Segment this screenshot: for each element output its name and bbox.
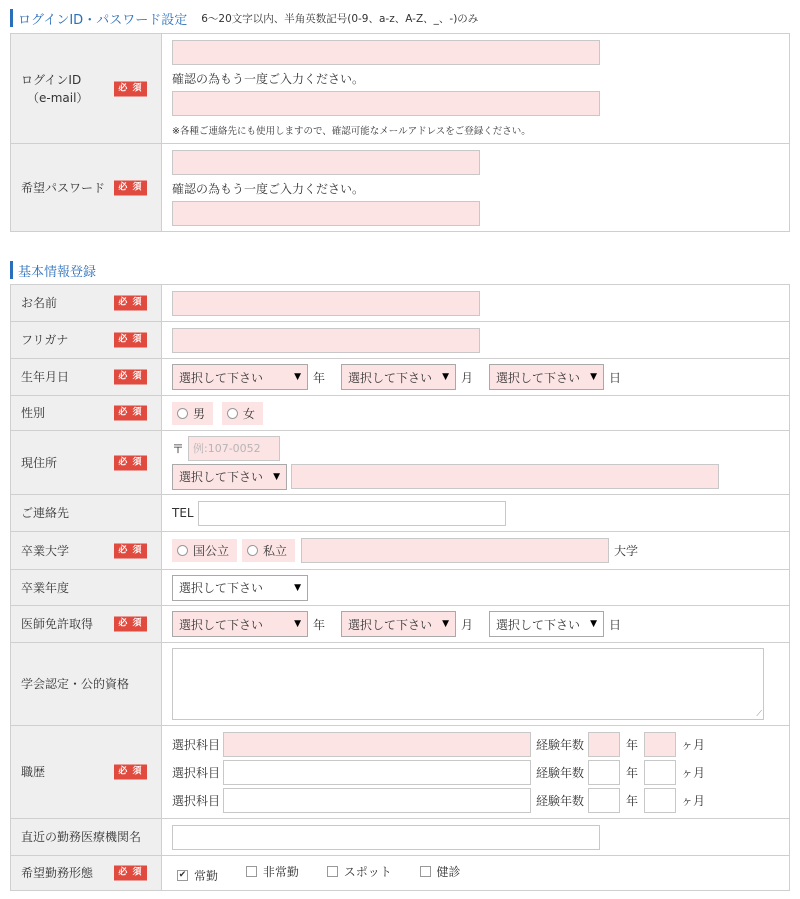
required-badge: 必 須 [114,765,147,780]
month-unit: 月 [461,617,474,632]
required-badge: 必 須 [114,81,147,96]
resize-handle-icon[interactable]: ⟋ [756,709,762,718]
name-label: お名前 [21,296,58,310]
password-input[interactable] [172,150,480,175]
work-style-fulltime-checkbox[interactable]: ✔ 常勤 [178,868,219,883]
career-years-input[interactable] [588,760,620,785]
univ-label-cell [11,532,162,570]
login-section-title [10,9,478,27]
career-years-input[interactable] [588,788,620,813]
address-label-cell [11,431,162,495]
basic-section-heading: 基本情報登録 [18,264,97,280]
career-subject-input[interactable] [223,788,531,813]
univ-private-radio[interactable]: 私立 [242,539,295,562]
gender-female-radio[interactable]: 女 [222,402,263,425]
basic-form-table [10,284,790,891]
work-style-spot-checkbox[interactable]: スポット [327,863,392,880]
address-label: 現住所 [21,455,58,470]
workplace-label-cell [11,819,162,856]
univ-suffix: 大学 [614,544,639,558]
required-badge: 必 須 [114,617,147,632]
basic-section-title [10,261,96,279]
chevron-down-icon: ▼ [442,619,450,629]
day-unit: 日 [609,370,622,385]
kana-label: フリガナ [21,333,69,347]
chevron-down-icon: ▼ [273,471,280,482]
password-label-cell [11,144,162,232]
university-input[interactable] [301,538,609,563]
login-id-input[interactable] [172,40,600,65]
license-label: 医師免許取得 [21,617,94,631]
chevron-down-icon: ▼ [590,619,598,629]
login-id-label-cell [11,34,162,144]
login-id-note: ※各種ご連絡先にも使用しますので、確認可能なメールアドレスをご登録ください。 [172,126,531,137]
login-id-confirm-hint: 確認の為もう一度ご入力ください。 [172,72,365,86]
career-months-input[interactable] [644,760,676,785]
login-section-heading: ログインID・パスワード設定 [18,12,188,28]
radio-circle-icon [227,408,238,419]
login-section-note: 6〜20文字以内、半角英数記号(0-9、a-z、A-Z、_、-)のみ [201,12,479,25]
work-style-checkup-checkbox[interactable]: 健診 [420,863,461,880]
career-years-input[interactable] [588,732,620,757]
qualification-label: 学会認定・公的資格 [21,677,130,691]
required-badge: 必 須 [114,370,147,385]
grad-year-select[interactable]: 選択して下さい ▼ [172,575,308,601]
gender-label: 性別 [21,406,46,420]
career-row: 選択科目 経験年数 年 ヶ月 [172,732,789,757]
tel-input[interactable] [198,501,506,526]
prefecture-select[interactable]: 選択して下さい ▼ [172,464,287,490]
career-months-input[interactable] [644,732,676,757]
license-year-select[interactable]: 選択して下さい ▼ [172,611,308,637]
login-id-cell [162,34,790,144]
career-subject-input[interactable] [223,760,531,785]
chevron-down-icon: ▼ [294,582,301,593]
license-month-select[interactable]: 選択して下さい ▼ [341,611,456,637]
contact-label-cell [11,495,162,532]
workplace-input[interactable] [172,825,600,850]
radio-circle-icon [247,545,258,556]
required-badge: 必 須 [114,296,147,311]
work-style-parttime-checkbox[interactable]: 非常勤 [246,863,299,880]
required-badge: 必 須 [114,866,147,881]
workplace-label: 直近の勤務医療機関名 [21,830,142,844]
day-unit: 日 [609,617,622,632]
career-months-input[interactable] [644,788,676,813]
login-id-label: ログインID [21,72,82,87]
password-confirm-input[interactable] [172,201,480,226]
qualification-label-cell [11,643,162,726]
career-label: 職歴 [21,765,46,779]
login-id-confirm-input[interactable] [172,91,600,116]
required-badge: 必 須 [114,333,147,348]
radio-circle-icon [177,545,188,556]
required-badge: 必 須 [114,543,147,558]
career-subject-input[interactable] [223,732,531,757]
career-label-cell [11,726,162,819]
contact-label: ご連絡先 [21,506,70,520]
chevron-down-icon: ▼ [294,372,301,382]
birth-label: 生年月日 [21,370,70,384]
name-input[interactable] [172,291,480,316]
license-label-cell [11,606,162,643]
required-badge: 必 須 [114,406,147,421]
postal-mark: 〒 [172,441,185,456]
birth-year-select[interactable]: 選択して下さい ▼ [172,364,308,390]
radio-circle-icon [177,408,188,419]
login-id-sublabel: （e-mail） [27,90,89,105]
name-label-cell [11,285,162,322]
work-style-label: 希望勤務形態 [21,866,94,880]
birth-label-cell [11,359,162,396]
univ-label: 卒業大学 [21,543,70,558]
password-cell [162,144,790,232]
chevron-down-icon: ▼ [442,372,450,382]
kana-label-cell [11,322,162,359]
check-icon: ✔ [178,869,187,880]
career-row: 選択科目 経験年数 年 ヶ月 [172,760,789,785]
chevron-down-icon: ▼ [590,372,598,382]
postal-code-input[interactable]: 例:107-0052 [188,436,280,461]
license-day-select[interactable]: 選択して下さい ▼ [489,611,604,637]
month-unit: 月 [461,370,474,385]
chevron-down-icon: ▼ [294,619,301,629]
birth-month-select[interactable]: 選択して下さい ▼ [341,364,456,390]
tel-label: TEL [172,506,194,520]
required-badge: 必 須 [114,455,147,470]
year-unit: 年 [313,617,326,632]
address-input[interactable] [291,464,719,489]
required-badge: 必 須 [114,180,147,195]
career-row: 選択科目 経験年数 年 ヶ月 [172,788,789,813]
univ-public-radio[interactable]: 国公立 [172,539,237,562]
birth-day-select[interactable]: 選択して下さい ▼ [489,364,604,390]
grad-year-label-cell [11,570,162,606]
gender-male-radio[interactable]: 男 [172,402,213,425]
gender-label-cell [11,396,162,431]
login-form-table [10,33,790,232]
password-confirm-hint: 確認の為もう一度ご入力ください。 [172,181,365,196]
year-unit: 年 [313,370,326,385]
password-label: 希望パスワード [21,180,106,195]
kana-input[interactable] [172,328,480,353]
grad-year-label: 卒業年度 [21,580,70,595]
work-style-label-cell [11,856,162,891]
qualification-textarea[interactable] [172,648,764,720]
